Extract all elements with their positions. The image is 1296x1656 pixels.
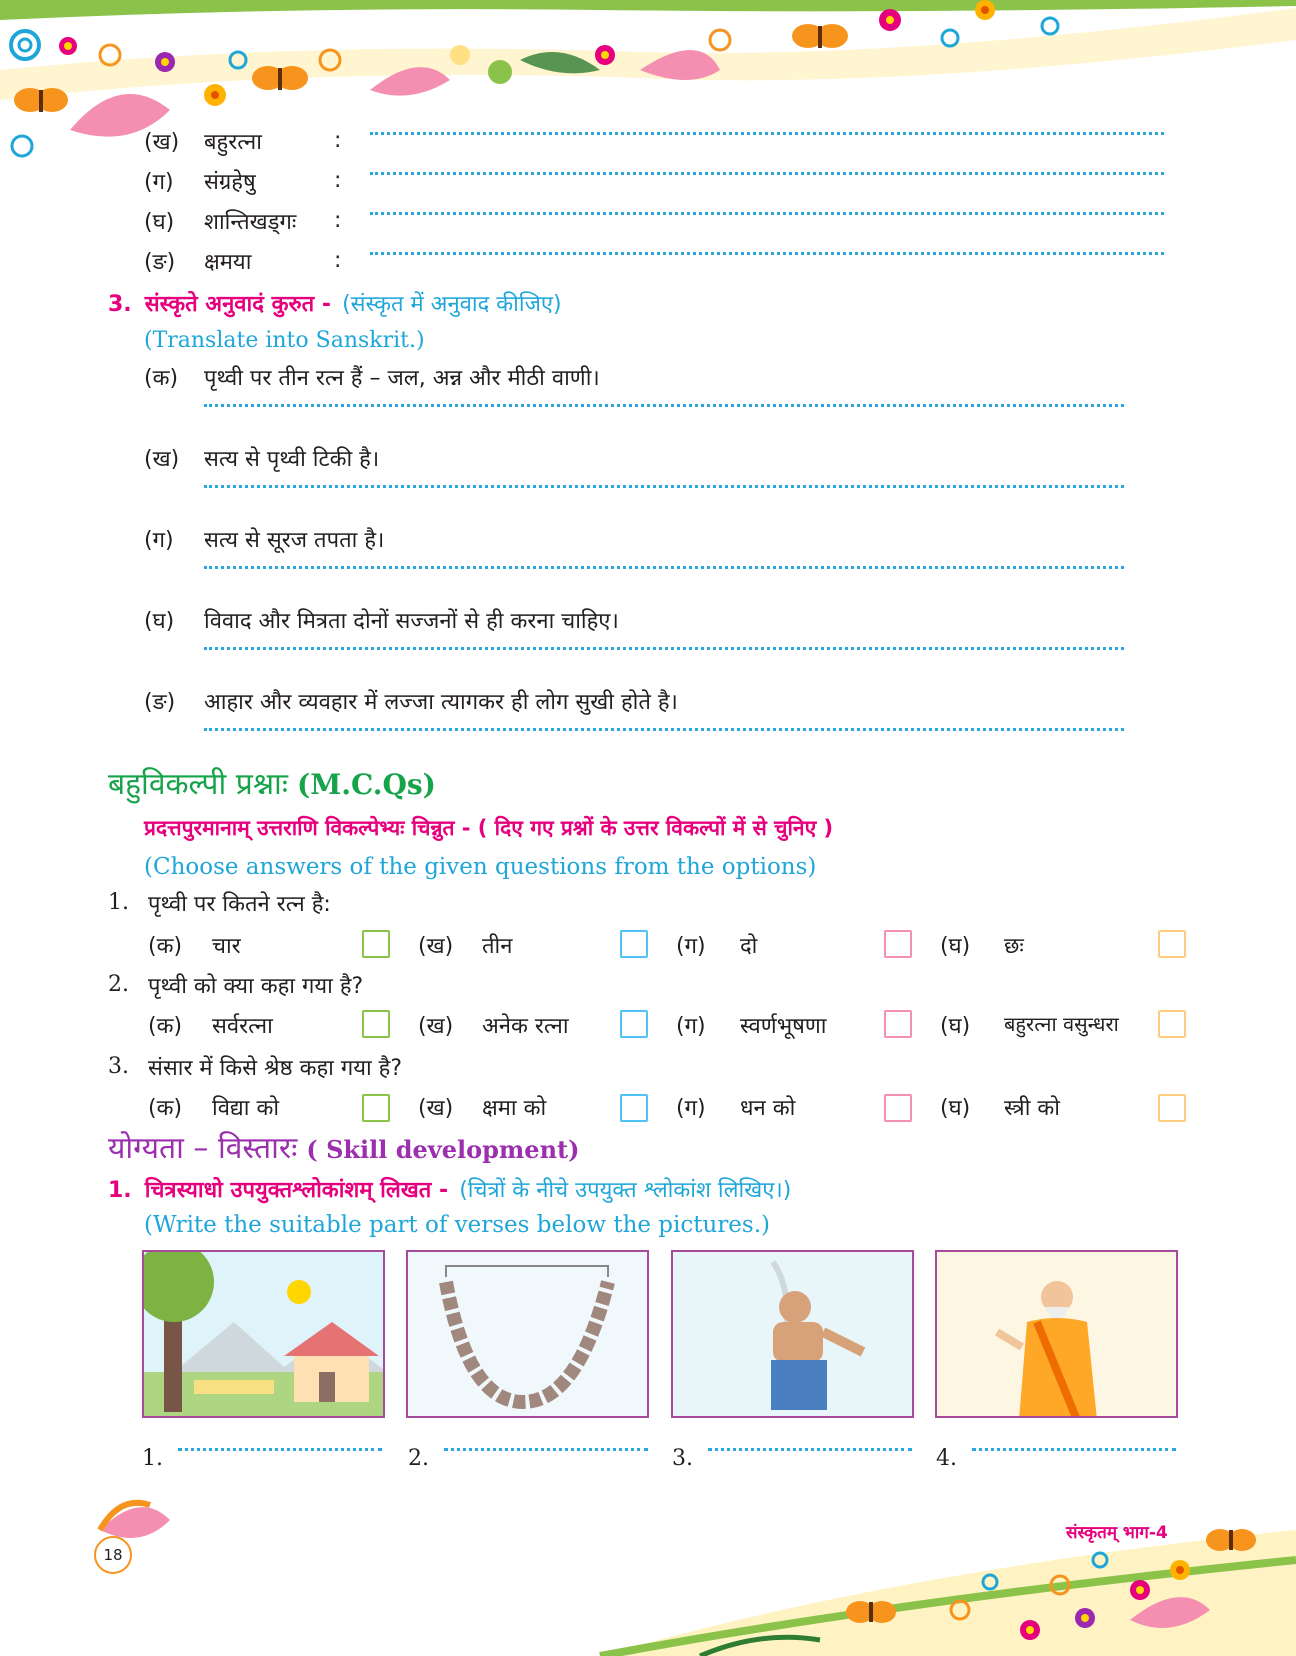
mcq-heading xyxy=(108,762,436,803)
option-text: स्त्री को xyxy=(1004,1096,1060,1121)
option-label: (घ) xyxy=(940,1096,971,1121)
option-checkbox[interactable] xyxy=(362,1094,390,1122)
question-3-header xyxy=(108,288,562,318)
mcq-options xyxy=(108,1090,1196,1124)
answer-line[interactable] xyxy=(204,404,1124,407)
page-number: 18 xyxy=(103,1546,123,1564)
option-checkbox[interactable] xyxy=(1158,1094,1186,1122)
option-label: (क) xyxy=(148,1096,183,1121)
section-title: बहुविकल्पी प्रश्नाः xyxy=(108,767,288,802)
mcq-instruction: प्रदत्तपुरमानाम् उत्तराणि विकल्पेभ्यः चिन्नुत - ( दिए गए प्रश्नों के उत्तर विकल्पों में से चुनिए ) xyxy=(144,816,834,840)
option-checkbox[interactable] xyxy=(884,1094,912,1122)
answer-line[interactable] xyxy=(972,1448,1176,1451)
butterfly-icon xyxy=(14,88,68,112)
picture-sage xyxy=(935,1250,1178,1418)
answer-number: 4. xyxy=(936,1446,957,1471)
mcq-number: 1. xyxy=(108,890,129,915)
option-text: दो xyxy=(740,934,758,959)
translation-item xyxy=(144,684,1124,764)
question-number: 1. xyxy=(108,1178,132,1203)
question-title: संस्कृते अनुवादं कुरुत - xyxy=(144,292,331,317)
answer-line[interactable] xyxy=(204,485,1124,488)
option-checkbox[interactable] xyxy=(620,930,648,958)
answer-line[interactable] xyxy=(370,132,1164,135)
meaning-label: (ख) xyxy=(144,130,180,155)
mcq-text: पृथ्वी पर कितने रत्न है: xyxy=(148,892,331,917)
mcq-text: संसार में किसे श्रेष्ठ कहा गया है? xyxy=(148,1056,403,1081)
meaning-colon: : xyxy=(334,168,342,193)
meaning-colon: : xyxy=(334,208,342,233)
option-label: (ग) xyxy=(676,1096,706,1121)
mcq-options xyxy=(108,1008,1196,1042)
question-number: 3. xyxy=(108,292,132,317)
mcq-number: 3. xyxy=(108,1054,129,1079)
option-label: (ख) xyxy=(418,1096,454,1121)
meaning-word: शान्तिखड्गः xyxy=(204,210,297,235)
question-english: (Translate into Sanskrit.) xyxy=(144,328,425,353)
question-title: चित्रस्याधो उपयुक्तश्लोकांशम् लिखत - xyxy=(144,1178,449,1203)
skill-question-header xyxy=(108,1174,791,1204)
picture-garland xyxy=(406,1250,649,1418)
meaning-label: (घ) xyxy=(144,210,175,235)
section-title: योग्यता – विस्तारः xyxy=(108,1131,298,1166)
item-text: सत्य से पृथ्वी टिकी है। xyxy=(204,447,380,472)
option-checkbox[interactable] xyxy=(884,1010,912,1038)
section-title-en: ( Skill development) xyxy=(306,1135,580,1164)
meaning-row xyxy=(144,242,1164,282)
answer-line[interactable] xyxy=(444,1448,648,1451)
option-text: छः xyxy=(1004,934,1024,959)
translation-item xyxy=(144,441,1124,521)
item-label: (घ) xyxy=(144,609,175,634)
item-label: (ख) xyxy=(144,447,180,472)
book-title: संस्कृतम् भाग-4 xyxy=(1066,1523,1168,1543)
meaning-word: बहुरत्ना xyxy=(204,130,262,155)
answer-line[interactable] xyxy=(370,212,1164,215)
mcq-english: (Choose answers of the given questions from the options) xyxy=(144,854,817,880)
answer-line[interactable] xyxy=(370,172,1164,175)
meaning-word: संग्रहेषु xyxy=(204,170,256,195)
mcq-question xyxy=(108,966,1196,1048)
answer-line[interactable] xyxy=(204,566,1124,569)
option-checkbox[interactable] xyxy=(362,930,390,958)
skill-english: (Write the suitable part of verses below the pictures.) xyxy=(144,1212,771,1238)
question-hint: (चित्रों के नीचे उपयुक्त श्लोकांश लिखिए।) xyxy=(459,1178,792,1203)
section-title-en: (M.C.Qs) xyxy=(296,768,436,801)
option-text: धन को xyxy=(740,1096,796,1121)
translation-item xyxy=(144,522,1124,602)
option-checkbox[interactable] xyxy=(1158,930,1186,958)
butterfly-icon xyxy=(846,1601,896,1623)
option-text: सर्वरत्ना xyxy=(212,1014,273,1039)
butterfly-icon xyxy=(792,24,848,48)
page-number-badge xyxy=(94,1536,132,1574)
answer-number: 2. xyxy=(408,1446,429,1471)
option-checkbox[interactable] xyxy=(1158,1010,1186,1038)
footer-decoration xyxy=(0,1490,1296,1656)
answer-line[interactable] xyxy=(178,1448,382,1451)
item-label: (क) xyxy=(144,366,179,391)
item-text: सत्य से सूरज तपता है। xyxy=(204,528,385,553)
option-label: (ग) xyxy=(676,934,706,959)
mcq-text: पृथ्वी को क्या कहा गया है? xyxy=(148,974,364,999)
meaning-row xyxy=(144,122,1164,162)
option-label: (घ) xyxy=(940,1014,971,1039)
answer-number: 1. xyxy=(142,1446,163,1471)
option-checkbox[interactable] xyxy=(362,1010,390,1038)
option-text: अनेक रत्ना xyxy=(482,1014,569,1039)
option-label: (क) xyxy=(148,934,183,959)
mcq-number: 2. xyxy=(108,972,129,997)
butterfly-icon xyxy=(1206,1529,1256,1551)
option-checkbox[interactable] xyxy=(620,1094,648,1122)
option-checkbox[interactable] xyxy=(884,930,912,958)
option-text: चार xyxy=(212,934,241,959)
translation-item xyxy=(144,603,1124,683)
option-text: विद्या को xyxy=(212,1096,280,1121)
option-text: बहुरत्ना वसुन्धरा xyxy=(1004,1012,1119,1036)
mcq-options xyxy=(108,928,1196,962)
option-text: क्षमा को xyxy=(482,1096,547,1121)
meaning-colon: : xyxy=(334,128,342,153)
answer-line[interactable] xyxy=(204,647,1124,650)
skill-heading xyxy=(108,1126,579,1167)
option-label: (घ) xyxy=(940,934,971,959)
picture-warrior xyxy=(671,1250,914,1418)
answer-number: 3. xyxy=(672,1446,693,1471)
meaning-label: (ग) xyxy=(144,170,174,195)
option-label: (ग) xyxy=(676,1014,706,1039)
mcq-question xyxy=(108,884,1196,966)
meaning-colon: : xyxy=(334,248,342,273)
picture-house-tree xyxy=(142,1250,385,1418)
item-text: आहार और व्यवहार में लज्जा त्यागकर ही लोग सुखी होते है। xyxy=(204,690,678,715)
picture-answers xyxy=(142,1440,1178,1474)
translation-item xyxy=(144,360,1124,440)
option-text: स्वर्णभूषणा xyxy=(740,1014,827,1039)
meaning-row xyxy=(144,202,1164,242)
butterfly-icon xyxy=(252,66,308,90)
mcq-question xyxy=(108,1048,1196,1130)
item-text: विवाद और मित्रता दोनों सज्जनों से ही करना चाहिए। xyxy=(204,609,619,634)
answer-line[interactable] xyxy=(204,728,1124,731)
item-label: (ङ) xyxy=(144,690,176,715)
option-label: (ख) xyxy=(418,1014,454,1039)
item-text: पृथ्वी पर तीन रत्न हैं – जल, अन्न और मीठी वाणी। xyxy=(204,366,600,391)
meaning-label: (ङ) xyxy=(144,250,176,275)
answer-line[interactable] xyxy=(708,1448,912,1451)
option-label: (ख) xyxy=(418,934,454,959)
meaning-word: क्षमया xyxy=(204,250,252,275)
answer-line[interactable] xyxy=(370,252,1164,255)
option-checkbox[interactable] xyxy=(620,1010,648,1038)
option-label: (क) xyxy=(148,1014,183,1039)
meaning-row xyxy=(144,162,1164,202)
question-hint: (संस्कृत में अनुवाद कीजिए) xyxy=(342,292,562,317)
option-text: तीन xyxy=(482,934,513,959)
item-label: (ग) xyxy=(144,528,174,553)
